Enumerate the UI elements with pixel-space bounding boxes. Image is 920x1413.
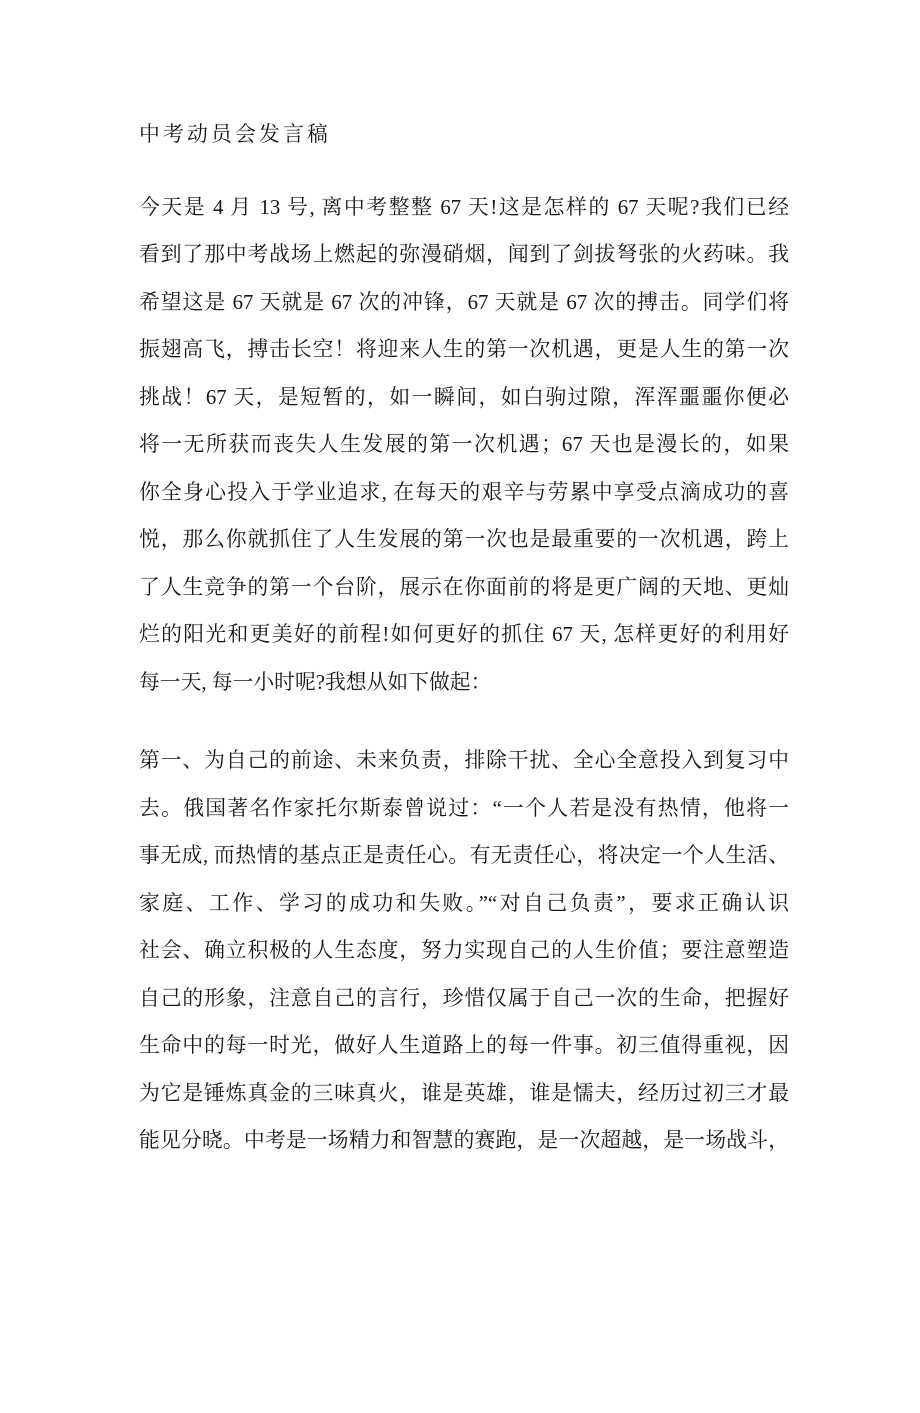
paragraph — [139, 184, 789, 707]
text-line: 振翅高飞，搏击长空！将迎来人生的第一次机遇，更是人生的第一次 — [139, 338, 789, 361]
paragraph — [139, 737, 789, 1165]
document-body — [139, 184, 789, 1165]
text-line: 生命中的每一时光，做好人生道路上的每一件事。初三值得重视，因 — [139, 1034, 789, 1057]
text-line: 能见分晓。中考是一场精力和智慧的赛跑，是一次超越，是一场战斗， — [139, 1129, 789, 1152]
text-line: 社会、确立积极的人生态度，努力实现自己的人生价值；要注意塑造 — [139, 939, 789, 962]
text-line: 悦，那么你就抓住了人生发展的第一次也是最重要的一次机遇，跨上 — [139, 528, 789, 551]
text-line: 今天是 4 月 13 号, 离中考整整 67 天!这是怎样的 67 天呢?我们已经 — [139, 195, 789, 219]
text-line: 烂的阳光和更美好的前程!如何更好的抓住 67 天, 怎样更好的利用好 — [139, 623, 789, 646]
document-page — [0, 111, 920, 1413]
text-line: 家庭、工作、学习的成功和失败。”“对自己负责”，要求正确认识 — [139, 891, 789, 915]
text-line: 希望这是 67 天就是 67 次的冲锋，67 天就是 67 次的搏击。同学们将 — [139, 290, 789, 314]
text-line: 事无成, 而热情的基点正是责任心。有无责任心，将决定一个人生活、 — [139, 844, 789, 867]
text-line: 你全身心投入于学业追求, 在每天的艰辛与劳累中享受点滴成功的喜 — [139, 480, 789, 504]
text-line: 第一、为自己的前途、未来负责，排除干扰、全心全意投入到复习中 — [139, 749, 789, 772]
text-line: 自己的形象，注意自己的言行，珍惜仅属于自己一次的生命，把握好 — [139, 986, 789, 1010]
text-line: 去。俄国著名作家托尔斯泰曾说过：“一个人若是没有热情，他将一 — [139, 796, 789, 820]
text-line: 了人生竞争的第一个台阶，展示在你面前的将是更广阔的天地、更灿 — [139, 575, 789, 599]
text-line: 将一无所获而丧失人生发展的第一次机遇；67 天也是漫长的，如果 — [139, 433, 789, 456]
text-line: 挑战！67 天，是短暂的，如一瞬间，如白驹过隙，浑浑噩噩你便必 — [139, 385, 789, 409]
text-line: 每一天, 每一小时呢?我想从如下做起： — [139, 670, 492, 694]
document-title: 中考动员会发言稿 — [139, 123, 331, 146]
text-line: 看到了那中考战场上燃起的弥漫硝烟，闻到了剑拔弩张的火药味。我 — [139, 243, 789, 266]
text-line: 为它是锤炼真金的三味真火，谁是英雄，谁是懦夫，经历过初三才最 — [139, 1081, 789, 1105]
